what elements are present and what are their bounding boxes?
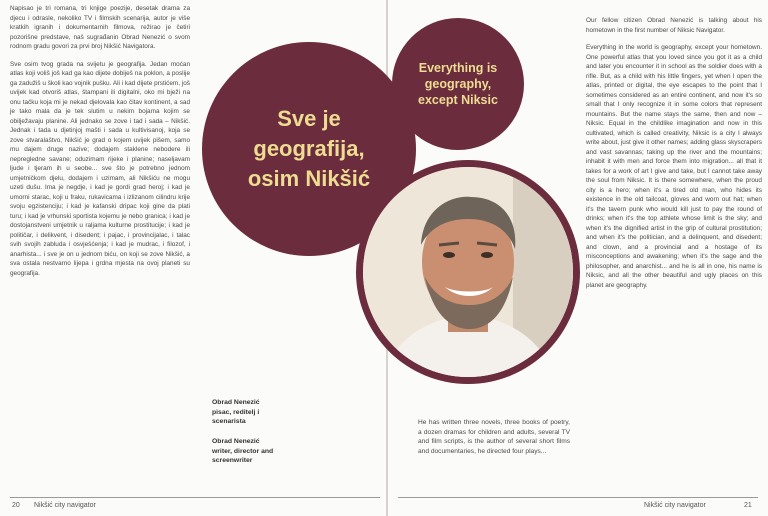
page-number-left: 20 [12,502,20,509]
caption-serbian [212,398,284,427]
title-circle-english [392,18,524,150]
headline-serbian: Sve je geografija, osim Nikšić [247,106,371,191]
intro-paragraph-serbian: Napisao je tri romana, tri knjige poezije, desetak drama za djecu i odrasle, nekoliko TV i filmskih scenarija, autor je više kratkih igranih i dokumentarnih filmova, režirao je četiri pozorišne predstave, naš sugrađanin Obrad Nenezić o svom rodnom gradu govori za prvi broj Nikšić Navigatora. [10,5,190,50]
caption-serbian-role: pisac, reditelj i scenarista [212,408,260,425]
caption-english-role: writer, director and screenwriter [212,447,274,464]
footer-title-right: Nikšić city navigator [644,502,706,509]
bio-paragraph-english: He has written three novels, three books of poetry, a dozen dramas for children and adults, several TV and film scripts, is the author of several short films and documentaries, he directed four plays... [418,419,570,455]
body-paragraph-english: Everything in the world is geography, except your hometown. One powerful atlas that you loved since you got it as a child and later you encounter it in school as the soldier does with a rifle. But, as a child with his little fingers, yet when I open the atlas, printed or digital, the eye escapes to the point that I sometimes considered as an entire continent, and now it's so small that I only recognize it in some colors that represent mountains. But the name stays the same, then and now – Niksic. Equal in the childlike imagination and now in this cultivated, which is called creativity, Niksic is a city I always write about, just give it other names; adding glass skyscrapers and vast savannas; taking up the river and the mountains; inhabit it with men and force them into migration... all that it takes for a work of art I give and take, but I cannot take away the soul from Niksic. It is there somewhere, when the proud city is a hero; when it's a tired old man, who hides its existence in the old tailcoat, gloves and worn out hat; when it's the tavern punk who would kill just to pay the round of drinks; when it's the top athlete whose limit is the sky; and when it's the dignified artist in the grip of cultural prostitution; and when it's the politician, and a delinquent, and disedent; and clown, and a provincial and a hostage of its misconceptions and awakening; when it's the sage and the philosopher, and anarchist... and he is all in one, his name is Niksic, and all the other beautiful and ugly places on this planet are geography. [586,44,762,289]
page-number-right: 21 [744,502,752,509]
caption-english [212,437,292,466]
portrait-photo [363,167,573,377]
intro-paragraph-english: Our fellow citizen Obrad Nenezić is talking about his hometown in the first number of Niksic Navigator. [586,17,762,34]
footer-rule-right [398,497,758,498]
headline-english: Everything is geography, except Niksic [418,61,498,107]
left-column-serbian-text [10,4,190,286]
body-paragraph-serbian: Sve osim tvog grada na svijetu je geografija. Jedan moćan atlas koji voliš još kad ga kao dijete dobiješ na poklon, a poslije ga zadužiš u školi kao vojnik pušku. Ali i kad dijete prstićem, još uvijek kad otvoriš atlas, štampani ili digitalni, oko mi bježi na onu tačku koja mi je nekad djelovala kao čitav kontinent, a sad je tako mala da je tek slutim u nekim bojama kojim se obilježavaju planine. Ali jednako se zove i tad i sada – Nikšić. Jednak i tada u djetinjoj mašti i sada u kultivisanoj, koja se zove stvaralaštvo, Nikšić je grad o kojem uvijek pišem, samo mu dajem druge nazive; dodajem staklene nebodere ili nepregledne savane; oduzimam rijeke i planine; naseljavam ljude i tjeram ih u seobe... sve što je potrebno jednom umjetničkom djelu, dodajem i uzimam, ali Nikšiću ne mogu uzeti dušu. Ima je negdje, i kad je gordi grad heroj; i kad je umorni starac, koji u fraku, rukavicama i izlizanom cilindru krije svoju egzistenciju; i kad je kafanski dripac koji gine da plati turu; i kad je vrhunski sportista kojemu je nebo granica; i kad je dostojanstveni umjetnik u raljama kulturne prostitucije; i kad je političar, i delikvent, i disedent; i pajac, i provincijalac, i talac svih svojih zabluda i osvješćenja; i kad je mudrac, i filozof, i anarhista... i sve je on u jednom biću, on koji se zove Nikšić, a sva ostala nestvarno lijepa i grdna mjesta na ovoj planeti su geografija. [10,60,190,277]
caption-english-name: Obrad Nenezić [212,438,260,445]
right-column-english-text [586,16,762,298]
caption-serbian-name: Obrad Nenezić [212,399,260,406]
footer-title-left: Nikšić city navigator [34,502,96,509]
portrait-frame [356,160,580,384]
footer-rule-left [10,497,380,498]
